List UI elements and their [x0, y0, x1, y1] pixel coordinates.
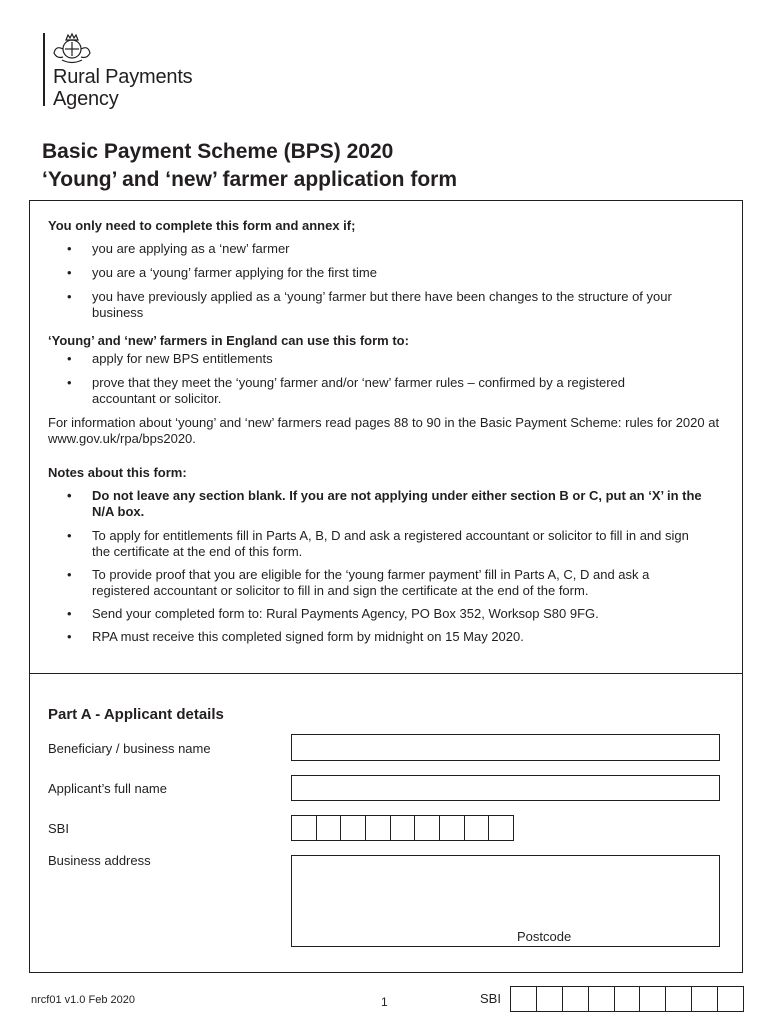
sbi-digit-cell[interactable] — [489, 816, 513, 840]
notes-heading: Notes about this form: — [48, 465, 187, 480]
sbi-digit-cell[interactable] — [341, 816, 366, 840]
notes-bullet-5: RPA must receive this completed signed form by midnight on 15 May 2020. — [92, 629, 524, 644]
sbi-digit-cell[interactable] — [511, 987, 537, 1011]
bullet-icon: • — [67, 629, 72, 644]
intro-bullet-1: you are applying as a ‘new’ farmer — [92, 241, 290, 256]
address-label: Business address — [48, 853, 151, 868]
intro-bullet-3: you have previously applied as a ‘young’ farmer but there have been changes to the structure of your business — [92, 289, 672, 320]
fullname-input[interactable] — [291, 775, 720, 801]
notes-bullet-3: To provide proof that you are eligible for the ‘young farmer payment’ fill in Parts A, C, D and ask a registered accountant or solicitor to fill in and sign the certificate at the end of the form. — [92, 567, 650, 598]
intro-bullet-2: you are a ‘young’ farmer applying for the first time — [92, 265, 377, 280]
agency-line-2: Agency — [53, 88, 119, 110]
intro-heading: You only need to complete this form and annex if; — [48, 218, 356, 233]
notes-bullet-4: Send your completed form to: Rural Payments Agency, PO Box 352, Worksop S80 9FG. — [92, 606, 599, 621]
sbi-digit-cell[interactable] — [692, 987, 718, 1011]
sbi-label: SBI — [48, 821, 69, 836]
sbi-digit-cell[interactable] — [563, 987, 589, 1011]
sbi-digit-cell[interactable] — [415, 816, 440, 840]
info-paragraph: For information about ‘young’ and ‘new’ farmers read pages 88 to 90 in the Basic Payment Scheme: rules for 2020 at www.gov.uk/rpa/bps2020. — [48, 415, 720, 446]
notes-bullet-1: Do not leave any section blank. If you are not applying under either section B or C, put an ‘X’ in the N/A box. — [92, 488, 702, 519]
sbi-digit-cell[interactable] — [465, 816, 490, 840]
sbi-digit-cell[interactable] — [640, 987, 666, 1011]
beneficiary-input[interactable] — [291, 734, 720, 761]
fullname-label: Applicant’s full name — [48, 781, 167, 796]
bullet-icon: • — [67, 567, 72, 582]
footer-sbi-label: SBI — [480, 991, 501, 1006]
use-bullet-2: prove that they meet the ‘young’ farmer and/or ‘new’ farmer rules – confirmed by a registered accountant or solicitor. — [92, 375, 626, 406]
sbi-digit-cell[interactable] — [440, 816, 465, 840]
sbi-digit-cell[interactable] — [666, 987, 692, 1011]
address-input[interactable] — [291, 855, 720, 947]
page-number: 1 — [381, 995, 388, 1009]
sbi-digit-cell[interactable] — [292, 816, 317, 840]
sbi-digit-cell[interactable] — [317, 816, 342, 840]
royal-crest-icon — [50, 30, 94, 66]
bullet-icon: • — [67, 241, 72, 256]
use-heading: ‘Young’ and ‘new’ farmers in England can use this form to: — [48, 333, 409, 348]
bullet-icon: • — [67, 265, 72, 280]
sbi-digit-cell[interactable] — [718, 987, 743, 1011]
footer-sbi-input[interactable] — [510, 986, 744, 1012]
agency-line-1: Rural Payments — [53, 66, 193, 88]
agency-name — [53, 66, 192, 110]
bullet-icon: • — [67, 606, 72, 621]
bullet-icon: • — [67, 375, 72, 390]
sbi-digit-cell[interactable] — [391, 816, 416, 840]
beneficiary-label: Beneficiary / business name — [48, 741, 211, 756]
bullet-icon: • — [67, 289, 72, 304]
bullet-icon: • — [67, 488, 72, 503]
title-line-1: Basic Payment Scheme (BPS) 2020 — [42, 140, 394, 163]
sbi-digit-cell[interactable] — [615, 987, 641, 1011]
sbi-digit-cell[interactable] — [366, 816, 391, 840]
use-bullet-1: apply for new BPS entitlements — [92, 351, 273, 366]
part-a-heading: Part A - Applicant details — [48, 706, 224, 723]
title-line-2: ‘Young’ and ‘new’ farmer application form — [42, 168, 458, 191]
notes-bullet-2: To apply for entitlements fill in Parts A, B, D and ask a registered accountant or solicitor to fill in and sign the certificate at the end of this form. — [92, 528, 689, 559]
sbi-digit-cell[interactable] — [589, 987, 615, 1011]
sbi-input[interactable] — [291, 815, 514, 841]
postcode-label: Postcode — [517, 929, 572, 944]
page-title — [42, 138, 742, 194]
form-reference: nrcf01 v1.0 Feb 2020 — [31, 994, 135, 1006]
bullet-icon: • — [67, 528, 72, 543]
bullet-icon: • — [67, 351, 72, 366]
sbi-digit-cell[interactable] — [537, 987, 563, 1011]
logo-divider — [43, 33, 45, 106]
